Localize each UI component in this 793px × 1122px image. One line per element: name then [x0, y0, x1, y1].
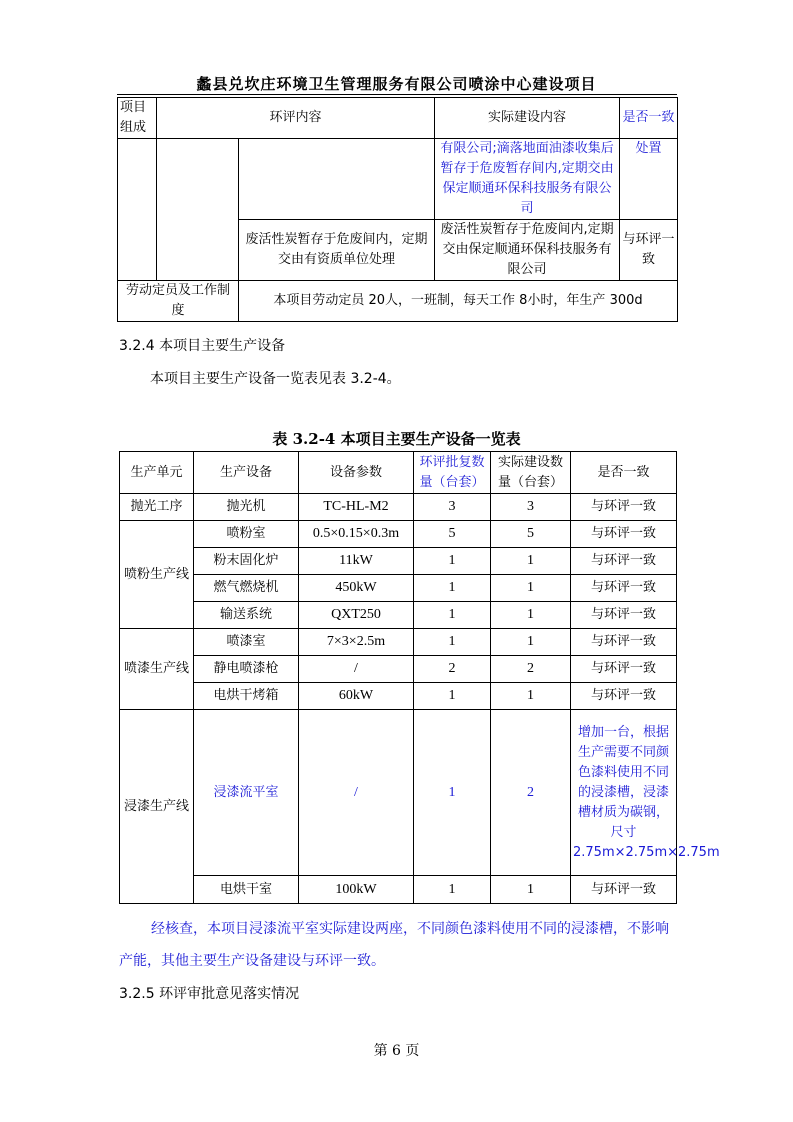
- eia-qty-cell: 1: [414, 629, 491, 656]
- table-row: [120, 656, 677, 683]
- header-actual-content: 实际建设内容: [435, 98, 620, 139]
- device-cell: 粉末固化炉: [194, 548, 299, 575]
- consistent-cell: 与环评一致: [571, 548, 677, 575]
- table-row: [120, 548, 677, 575]
- row2-actual-content: 废活性炭暂存于危废间内,定期交由保定顺通环保科技服务有限公司: [435, 220, 620, 281]
- col-header-device: 生产设备: [194, 452, 299, 494]
- empty-cell: [239, 139, 435, 220]
- table-row: [120, 683, 677, 710]
- param-cell: /: [299, 656, 414, 683]
- param-cell: 0.5×0.15×0.3m: [299, 521, 414, 548]
- consistent-cell: 与环评一致: [571, 876, 677, 904]
- page-number: 第 6 页: [373, 1043, 420, 1059]
- environment-items-table: [117, 97, 678, 322]
- unit-cell: 浸漆生产线: [120, 710, 194, 904]
- document-header-title: 蠡县兑坎庄环境卫生管理服务有限公司喷涂中心建设项目: [196, 75, 597, 93]
- device-cell: 浸漆流平室: [194, 710, 299, 876]
- unit-cell: 抛光工序: [120, 494, 194, 521]
- param-cell: 450kW: [299, 575, 414, 602]
- table-row: [120, 575, 677, 602]
- actual-qty-cell: 1: [491, 876, 571, 904]
- device-cell: 静电喷漆枪: [194, 656, 299, 683]
- equipment-table: [119, 451, 720, 904]
- table-row: [120, 710, 677, 876]
- unit-cell: 喷粉生产线: [120, 521, 194, 629]
- header-eia-content: 环评内容: [157, 98, 435, 139]
- table-row: [120, 521, 677, 548]
- table-row: [120, 629, 677, 656]
- section-3-2-4-intro: 本项目主要生产设备一览表见表 3.2-4。: [150, 371, 401, 387]
- section-3-2-4-heading: 3.2.4 本项目主要生产设备: [119, 338, 286, 354]
- consistent-cell: 与环评一致: [571, 521, 677, 548]
- device-cell: 电烘干烤箱: [194, 683, 299, 710]
- eia-qty-cell: 3: [414, 494, 491, 521]
- empty-cell: [157, 139, 239, 281]
- actual-qty-cell: 2: [491, 656, 571, 683]
- param-cell: 11kW: [299, 548, 414, 575]
- consistent-cell: 与环评一致: [571, 629, 677, 656]
- actual-qty-cell: 5: [491, 521, 571, 548]
- param-cell: /: [299, 710, 414, 876]
- header-consistent: 是否一致: [620, 98, 678, 139]
- row3-content: 本项目劳动定员 20人，一班制，每天工作 8小时，年生产 300d: [239, 281, 678, 322]
- eia-qty-cell: 1: [414, 575, 491, 602]
- col-header-consistent: 是否一致: [571, 452, 677, 494]
- table-row: [120, 602, 677, 629]
- param-cell: QXT250: [299, 602, 414, 629]
- param-cell: TC-HL-M2: [299, 494, 414, 521]
- header-project-composition: 项目组成: [118, 98, 157, 139]
- actual-qty-cell: 1: [491, 629, 571, 656]
- consistent-cell: 与环评一致: [571, 656, 677, 683]
- param-cell: 7×3×2.5m: [299, 629, 414, 656]
- actual-qty-cell: 1: [491, 575, 571, 602]
- eia-qty-cell: 1: [414, 876, 491, 904]
- table-row: [120, 494, 677, 521]
- param-cell: 100kW: [299, 876, 414, 904]
- table-row: [120, 876, 677, 904]
- col-header-unit: 生产单元: [120, 452, 194, 494]
- consistent-cell: 与环评一致: [571, 602, 677, 629]
- row2-consistent: 与环评一致: [620, 220, 678, 281]
- section-3-2-5-heading: 3.2.5 环评审批意见落实情况: [119, 986, 300, 1002]
- device-cell: 抛光机: [194, 494, 299, 521]
- eia-qty-cell: 1: [414, 602, 491, 629]
- device-cell: 喷漆室: [194, 629, 299, 656]
- consistent-cell: 与环评一致: [571, 575, 677, 602]
- actual-qty-cell: 1: [491, 548, 571, 575]
- device-cell: 燃气燃烧机: [194, 575, 299, 602]
- consistent-cell: 增加一台，根据生产需要不同颜色漆料使用不同的浸漆槽，浸漆槽材质为碳钢，尺寸2.75m×2.75m×2.75m: [571, 710, 677, 876]
- empty-cell: [118, 139, 157, 281]
- conclusion-paragraph: 经核查，本项目浸漆流平室实际建设两座，不同颜色漆料使用不同的浸漆槽，不影响产能，其他主要生产设备建设与环评一致。: [119, 921, 669, 969]
- eia-qty-cell: 1: [414, 710, 491, 876]
- col-header-actual-qty: 实际建设数量（台套）: [491, 452, 571, 494]
- row3-label: 劳动定员及工作制度: [118, 281, 239, 322]
- actual-qty-cell: 1: [491, 602, 571, 629]
- eia-qty-cell: 5: [414, 521, 491, 548]
- device-cell: 电烘干室: [194, 876, 299, 904]
- row2-eia-content: 废活性炭暂存于危废间内，定期交由有资质单位处理: [239, 220, 435, 281]
- eia-qty-cell: 1: [414, 683, 491, 710]
- actual-qty-cell: 1: [491, 683, 571, 710]
- consistent-cell: 与环评一致: [571, 683, 677, 710]
- unit-cell: 喷漆生产线: [120, 629, 194, 710]
- eia-qty-cell: 1: [414, 548, 491, 575]
- consistent-cell: 与环评一致: [571, 494, 677, 521]
- actual-qty-cell: 2: [491, 710, 571, 876]
- row1-actual-content: 有限公司;滴落地面油漆收集后暂存于危废暂存间内,定期交由保定顺通环保科技服务有限公司: [435, 139, 620, 220]
- device-cell: 输送系统: [194, 602, 299, 629]
- table-caption: 表 3.2-4 本项目主要生产设备一览表: [272, 430, 521, 448]
- device-cell: 喷粉室: [194, 521, 299, 548]
- eia-qty-cell: 2: [414, 656, 491, 683]
- actual-qty-cell: 3: [491, 494, 571, 521]
- col-header-eia-qty: 环评批复数量（台套）: [414, 452, 491, 494]
- param-cell: 60kW: [299, 683, 414, 710]
- col-header-param: 设备参数: [299, 452, 414, 494]
- header-rule: [117, 94, 677, 95]
- row1-consistent: 处置: [620, 139, 678, 220]
